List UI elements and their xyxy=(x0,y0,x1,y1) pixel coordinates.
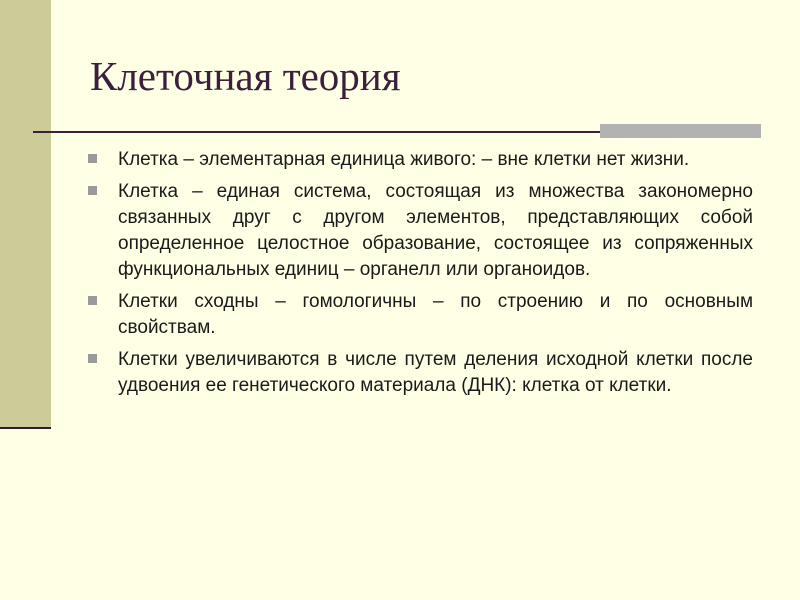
bullet-item xyxy=(88,179,753,283)
bullet-text: Клетка – единая система, состоящая из множества закономерно связанных друг с другом элементов, представляющих собой определенное целостное образование, состоящее из сопряженных функциональных единиц – органелл или органоидов. xyxy=(118,181,753,280)
square-bullet-icon xyxy=(88,154,97,163)
side-accent-bar xyxy=(0,0,51,427)
slide-title: Клеточная теория xyxy=(90,53,401,99)
square-bullet-icon xyxy=(88,296,97,305)
side-accent-line xyxy=(0,427,51,429)
square-bullet-icon xyxy=(88,354,97,363)
bullet-list xyxy=(88,147,753,405)
square-bullet-icon xyxy=(88,186,97,195)
bullet-item xyxy=(88,289,753,341)
bullet-item xyxy=(88,147,753,173)
bullet-text: Клетка – элементарная единица живого: – вне клетки нет жизни. xyxy=(118,149,690,170)
title-divider-accent xyxy=(600,124,761,138)
bullet-item xyxy=(88,347,753,399)
bullet-text: Клетки сходны – гомологичны – по строению и по основным свойствам. xyxy=(118,291,753,338)
bullet-text: Клетки увеличиваются в числе путем деления исходной клетки после удвоения ее генетического материала (ДНК): клетка от клетки. xyxy=(118,349,753,396)
